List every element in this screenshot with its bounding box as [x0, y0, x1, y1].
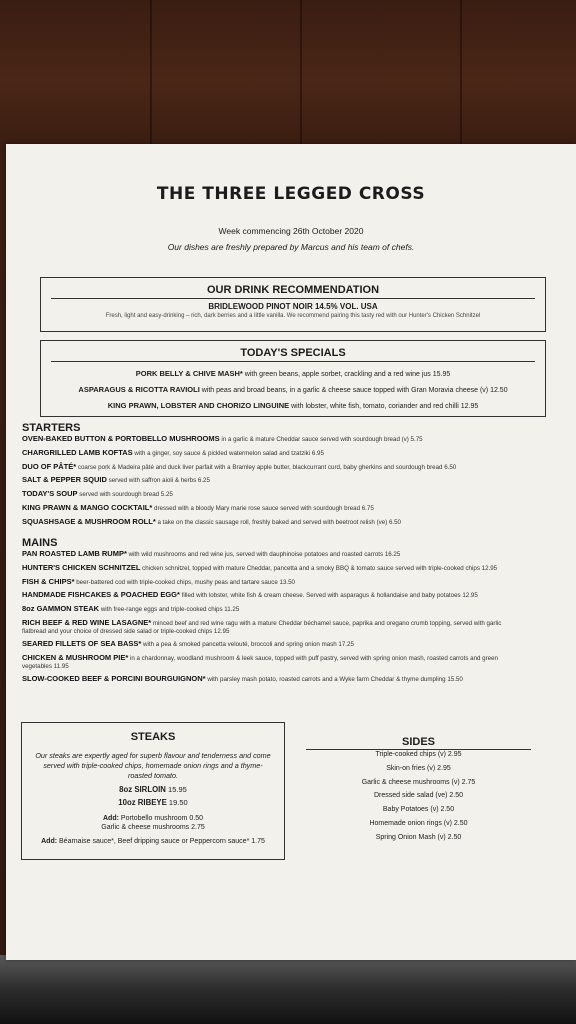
main-item: HUNTER'S CHICKEN SCHNITZEL chicken schnitzel, topped with mature Cheddar, pancetta and a smoky BBQ & tomato sauce served with triple-cooked chips 12.95 [22, 562, 498, 572]
divider [51, 298, 535, 299]
steaks-intro: Our steaks are expertly aged for superb flavour and tenderness and come served with triple-cooked chips, homemade onion rings and a thyme-roasted tomato. [35, 751, 271, 780]
starter-item: CHARGRILLED LAMB KOFTAS with a ginger, soy sauce & pickled watermelon salad and tzatziki 6.95 [22, 447, 324, 457]
table-edge [0, 955, 576, 1024]
menu-title: THE THREE LEGGED CROSS [156, 184, 426, 204]
tagline: Our dishes are freshly prepared by Marcus and his team of chefs. [167, 242, 415, 252]
side-item: Triple-cooked chips (v) 2.95 [375, 751, 462, 758]
main-item: HANDMADE FISHCAKES & POACHED EGG* filled with lobster, white fish & cream cheese. Served with asparagus & hollandaise and baby potatoes 12.95 [22, 590, 478, 600]
special-item: PORK BELLY & CHIVE MASH* with green beans, apple sorbet, crackling and a red wine jus 15.95 [135, 369, 451, 378]
mains-heading: MAINS [22, 537, 58, 549]
steaks-box [21, 722, 285, 860]
drink-recommendation-box [40, 277, 546, 332]
main-item: RICH BEEF & RED WINE LASAGNE* minced beef and red wine ragu with a mature Cheddar béchamel sauce, paprika and oregano crumb topping, served with garlic flatbread and your choice of dressed side salad or triple-cooked chips 12.95 [22, 617, 502, 635]
specials-heading: TODAY'S SPECIALS [240, 347, 346, 359]
drink-heading: OUR DRINK RECOMMENDATION [206, 284, 380, 296]
sides-list [306, 748, 531, 845]
sides-heading: SIDES [401, 736, 435, 748]
steak-extras: Add: Portobello mushroom 0.50 Garlic & cheese mushrooms 2.75 [101, 815, 205, 831]
specials-box [40, 340, 546, 417]
starters-heading: STARTERS [22, 422, 81, 434]
drink-name: BRIDLEWOOD PINOT NOIR 14.5% VOL. USA [208, 302, 378, 311]
side-item: Dressed side salad (ve) 2.50 [373, 792, 464, 800]
main-item: CHICKEN & MUSHROOM PIE* in a chardonnay, woodland mushroom & leek sauce, topped with puff pastry, served with spring onion mash, roasted carrots and green vegetables 11.95 [22, 653, 499, 670]
starter-item: TODAY'S SOUP served with sourdough bread 5.25 [22, 489, 173, 499]
mains-list [22, 550, 527, 689]
starter-item: SQUASHSAGE & MUSHROOM ROLL* a take on the classic sausage roll, freshly baked and served with beetroot relish (ve) 6.50 [22, 516, 401, 526]
special-item: ASPARAGUS & RICOTTA RAVIOLI with peas and broad beans, in a garlic & cheese sauce topped with Gran Moravia cheese (v) 12.50 [78, 385, 508, 394]
main-item: SLOW-COOKED BEEF & PORCINI BOURGUIGNON* with parsley mash potato, roasted carrots and a Wyke farm Cheddar & thyme dumpling 15.50 [22, 674, 463, 684]
main-item: 8oz GAMMON STEAK with free-range eggs and triple-cooked chips 11.25 [22, 604, 240, 614]
side-item: Garlic & cheese mushrooms (v) 2.75 [361, 778, 476, 786]
week-commencing: Week commencing 26th October 2020 [218, 226, 364, 236]
starter-item: SALT & PEPPER SQUID served with saffron aioli & herbs 6.25 [22, 475, 210, 485]
main-item: FISH & CHIPS* beer-battered cod with triple-cooked chips, mushy peas and tartare sauce 13.50 [22, 576, 295, 586]
steak-sauces: Add: Béarnaise sauce*, Beef dripping sauce or Peppercorn sauce* 1.75 [41, 838, 265, 845]
drink-description: Fresh, light and easy-drinking – rich, dark berries and a little vanilla. We recommend pairing this tasty red with our Hunter's Chicken Schnitzel [105, 313, 481, 319]
side-item: Baby Potatoes (v) 2.50 [382, 806, 455, 814]
steak-item: 10oz RIBEYE 19.50 [118, 798, 188, 807]
side-item: Spring Onion Mash (v) 2.50 [375, 833, 462, 841]
main-item: PAN ROASTED LAMB RUMP* with wild mushrooms and red wine jus, served with dauphinoise potatoes and roasted carrots 16.25 [22, 549, 401, 558]
main-item: SEARED FILLETS OF SEA BASS* with a pea & smoked pancetta velouté, broccoli and spring onion mash 17.25 [22, 639, 354, 649]
side-item: Skin-on fries (v) 2.95 [386, 764, 451, 772]
steak-item: 8oz SIRLOIN 15.95 [119, 785, 187, 794]
side-item: Homemade onion rings (v) 2.50 [369, 819, 468, 827]
starters-list [22, 435, 527, 531]
starter-item: KING PRAWN & MANGO COCKTAIL* dressed with a bloody Mary marie rose sauce served with sourdough bread 6.75 [22, 502, 374, 512]
starter-item: DUO OF PÂTÉ* coarse pork & Madeira pâté and duck liver parfait with a Bramley apple butter, blackcurrant curd, baby gherkins and sourdough bread 6.50 [22, 461, 457, 471]
menu-sheet [6, 144, 576, 960]
special-item: KING PRAWN, LOBSTER AND CHORIZO LINGUINE with lobster, white fish, tomato, coriander and red chilli 12.95 [107, 401, 479, 410]
divider [51, 361, 535, 362]
steaks-heading: STEAKS [130, 731, 176, 743]
starter-item: OVEN-BAKED BUTTON & PORTOBELLO MUSHROOMS in a garlic & mature Cheddar sauce served with sourdough bread (v) 5.75 [22, 434, 423, 443]
